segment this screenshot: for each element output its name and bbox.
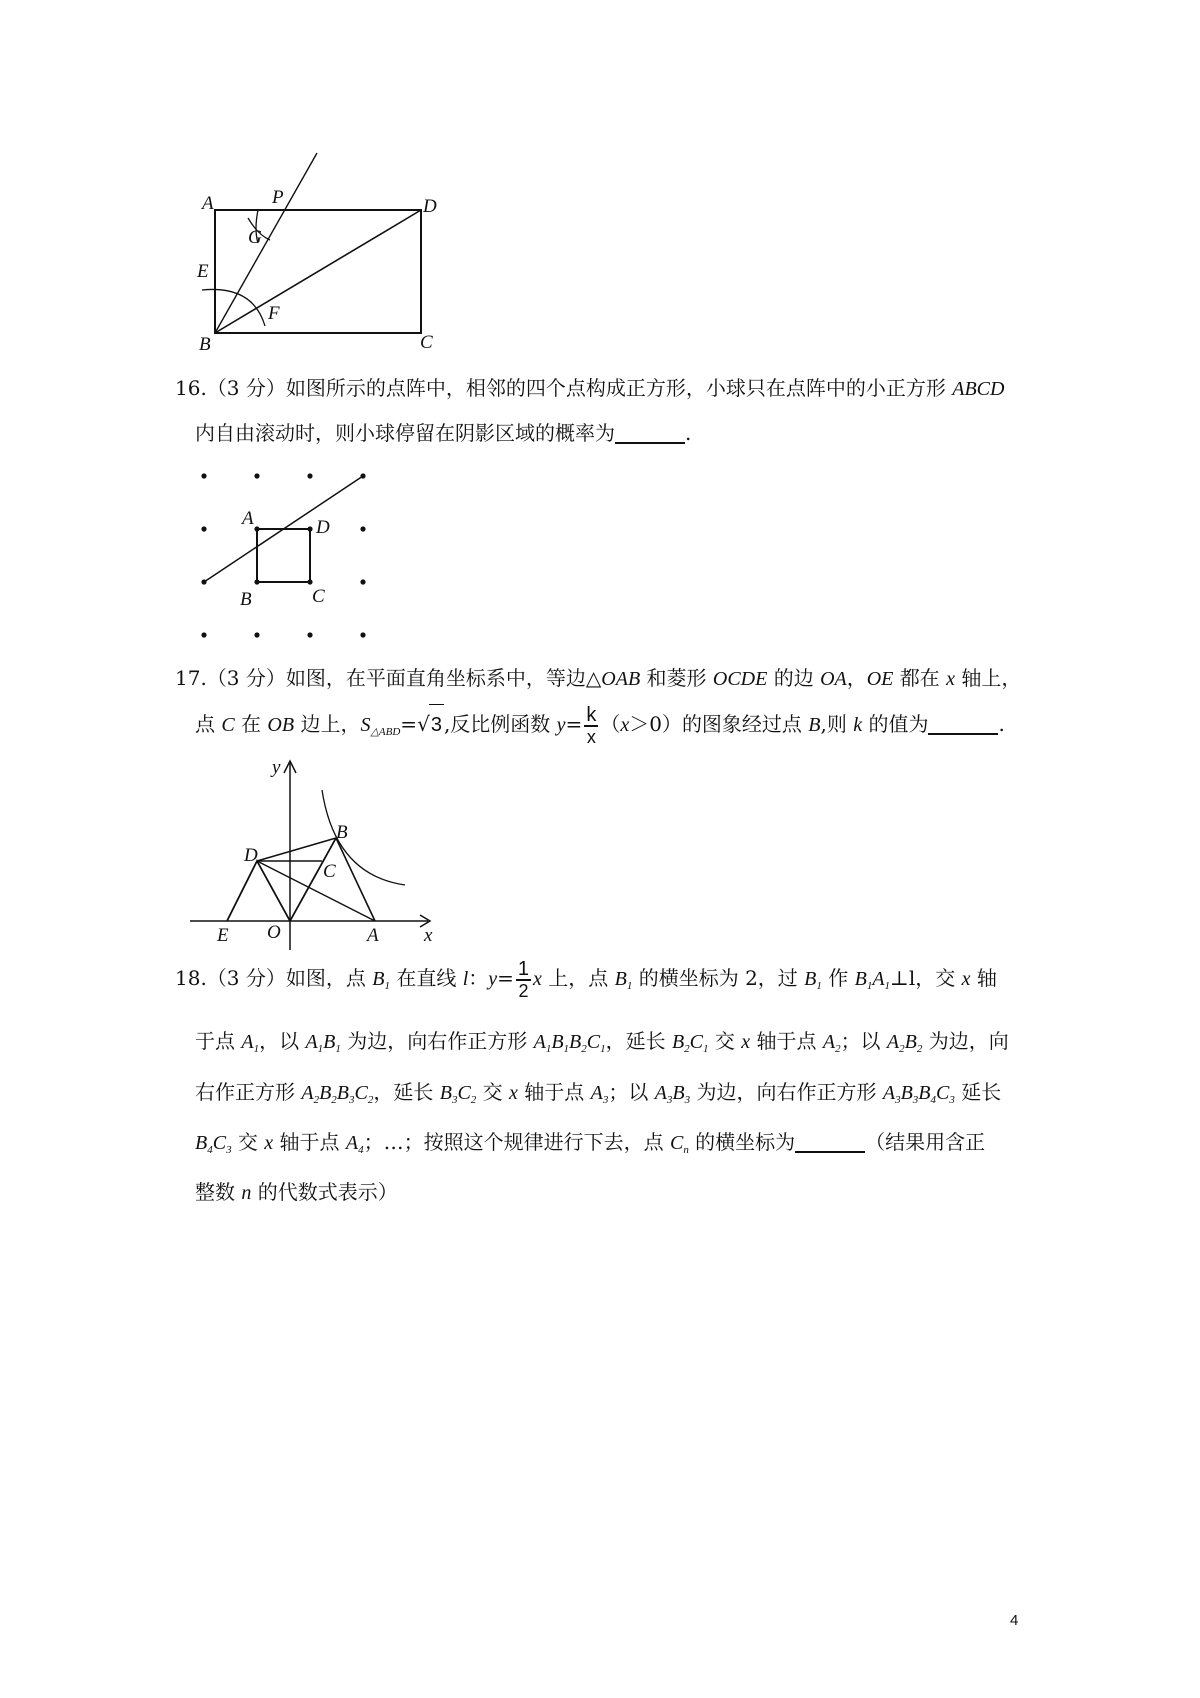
label-O: O xyxy=(267,922,281,943)
label-E: E xyxy=(197,261,209,282)
fraction-one-half: $\frac{1}{2}$ xyxy=(517,957,530,1001)
label-C: C xyxy=(323,861,336,882)
label-C: C xyxy=(312,586,325,607)
label-D: D xyxy=(316,517,330,538)
label-A: A xyxy=(367,925,379,946)
fraction-k-over-x: $\frac{k}{x}$ xyxy=(586,703,597,747)
label-D: D xyxy=(423,196,437,217)
label-G: G xyxy=(248,227,262,248)
question-number: 18.（3 分） xyxy=(175,966,286,990)
label-A: A xyxy=(202,193,214,214)
question-number: 16.（3 分） xyxy=(175,376,286,400)
label-A: A xyxy=(242,508,254,529)
label-B: B xyxy=(240,589,252,610)
coordinate-plane-svg xyxy=(190,755,450,955)
label-F: F xyxy=(268,303,280,324)
sqrt-three: 3 xyxy=(429,704,444,745)
label-C: C xyxy=(420,332,433,353)
question-number: 17.（3 分） xyxy=(175,666,286,690)
axis-label-x: x xyxy=(424,925,433,946)
document-page: A P D G E F B C 16.（3 分）如图所示的点阵中，相邻的四个点构成正方形，小球只在点阵中的小正方形 ABCD 内自由滚动时，则小球停留在阴影区域的概率为 . A D B C 17.（3 分）如图，在平面直角坐标系中，等边△OAB 和菱形 OCDE 的边 OA，OE 都在 x 轴上， 点 C 在 OB 边上，$S_{\triangle ABD}=√3$ ,反比例函数 y= $\frac{k}{x}$ （x＞0）的图象经过点 B,则 k 的值为 . y x B D C E O A 18.（3 分）如图，点 $B_1$ 在直线 l：y= $\frac{1}{2}$ x 上，点 $B_1$ 的横坐标为 2，过 $B_1$ 作 $B_1A_1\perp l$，交 x 轴 于点 $A_1$，以 $A_1B_1$ 为边，向右作正方形 $A_1B_1B_2C_1$，延长 $B_2C_1$ 交 x 轴于点 $A_2$；以 $A_2B_2$ 为边，向 右作正方形 $A_2B_2B_3C_2$，延长 $B_3C_2$ 交 x 轴于点 $A_3$；以 $A_3B_3$ 为边，向右作正方形 $A_3B_3B_4C_3$ 延长 $B_4C_3$ 交 x 轴于点 $A_4$；…；按照这个规律进行下去，点 $C_n$ 的横坐标为 （结果用含正 整数 n 的代数式表示） 4 xyxy=(0,0,1200,1698)
label-P: P xyxy=(272,187,284,208)
page-number: 4 xyxy=(1010,1612,1019,1629)
figure-coordinate-plane xyxy=(190,755,450,955)
rectangle-construction-svg xyxy=(190,145,470,365)
label-D: D xyxy=(244,845,258,866)
label-E: E xyxy=(217,925,229,946)
label-B: B xyxy=(336,822,348,843)
answer-blank xyxy=(615,424,685,444)
figure-rectangle-construction xyxy=(190,145,470,365)
label-B: B xyxy=(199,334,211,355)
answer-blank xyxy=(795,1133,865,1153)
dot-lattice-svg xyxy=(190,462,390,652)
axis-label-y: y xyxy=(272,757,281,778)
figure-dot-lattice xyxy=(190,462,390,652)
answer-blank xyxy=(928,715,998,735)
